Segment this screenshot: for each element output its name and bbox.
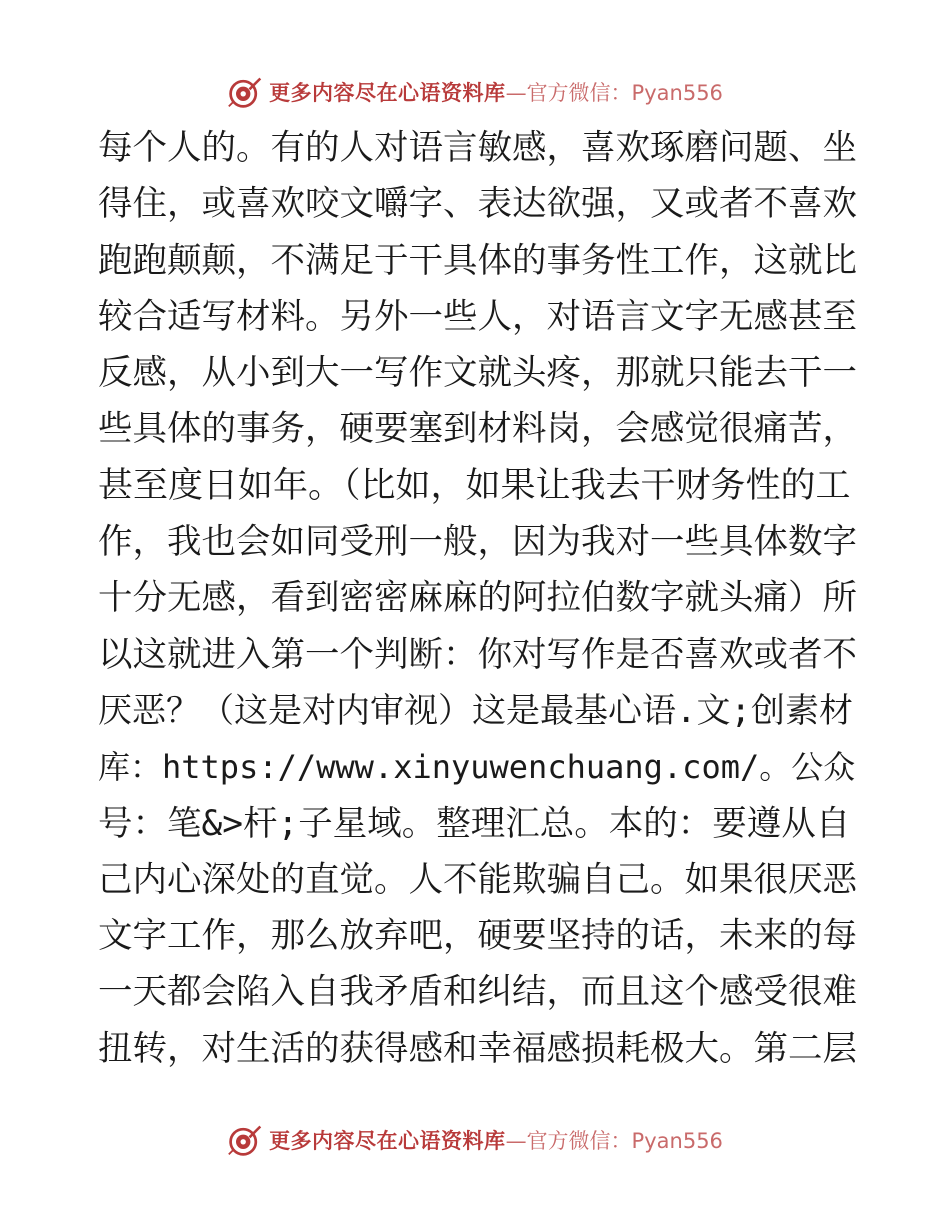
- body-line: 反感，从小到大一写作文就头疼，那就只能去干一: [98, 353, 857, 394]
- document-body: [98, 120, 858, 1077]
- body-line: 得住，或喜欢咬文嚼字、表达欲强，又或者不喜欢: [98, 184, 857, 225]
- body-line: 些具体的事务，硬要塞到材料岗，会感觉很痛苦，: [98, 409, 857, 450]
- body-line: 作，我也会如同受刑一般，因为我对一些具体数字: [98, 522, 857, 563]
- header-banner-title: 更多内容尽在心语资料库: [269, 80, 506, 105]
- body-line: 己内心深处的直觉。人不能欺骗自己。如果很厌恶: [98, 859, 857, 900]
- body-line: 一天都会陷入自我矛盾和纠结，而且这个感受很难: [98, 972, 857, 1013]
- body-line: 十分无感，看到密密麻麻的阿拉伯数字就头痛）所: [98, 578, 857, 619]
- header-banner: [0, 70, 950, 114]
- body-line: 跑跑颠颠，不满足于干具体的事务性工作，这就比: [98, 240, 857, 281]
- body-line: 较合适写材料。另外一些人，对语言文字无感甚至: [98, 296, 857, 337]
- footer-banner-title: 更多内容尽在心语资料库: [269, 1128, 506, 1153]
- body-line: 库：https://www.xinyuwenchuang.com/。公众: [98, 748, 856, 787]
- header-banner-wechat: —官方微信：Pyan556: [505, 81, 723, 105]
- body-line: 号：笔&>杆;子星域。整理汇总。本的：要遵从自: [98, 803, 851, 844]
- body-line: 甚至度日如年。（比如，如果让我去干财务性的工: [98, 465, 851, 506]
- body-line: 文字工作，那么放弃吧，硬要坚持的话，未来的每: [98, 916, 857, 957]
- footer-banner-wechat: —官方微信：Pyan556: [505, 1129, 723, 1153]
- body-line: 每个人的。有的人对语言敏感，喜欢琢磨问题、坐: [98, 128, 857, 168]
- footer-banner: [0, 1118, 950, 1162]
- pen-nib-logo-icon: [227, 1122, 263, 1158]
- body-line: 厌恶？（这是对内审视）这是最基心语.文;创素材: [98, 690, 853, 731]
- body-line: 以这就进入第一个判断：你对写作是否喜欢或者不: [98, 634, 857, 675]
- body-line: 扭转，对生活的获得感和幸福感损耗极大。第二层: [98, 1028, 857, 1069]
- pen-nib-logo-icon: [227, 74, 263, 110]
